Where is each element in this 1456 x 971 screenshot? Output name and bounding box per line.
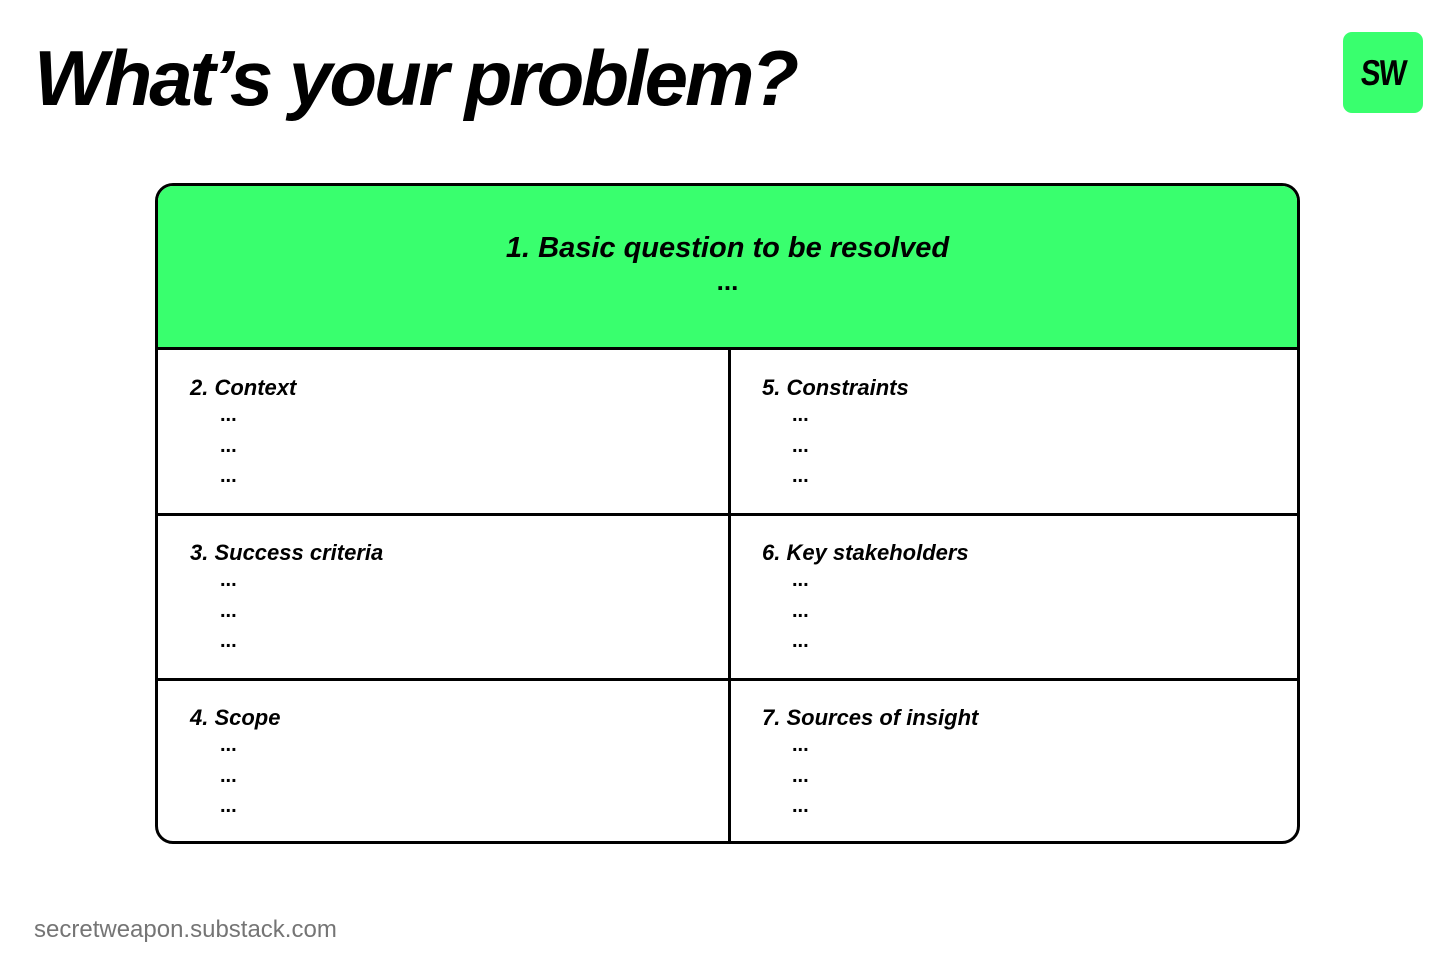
list-item: ... xyxy=(220,404,237,426)
section-title: 6. Key stakeholders xyxy=(762,540,969,565)
list-item: ... xyxy=(220,569,237,591)
section-constraints xyxy=(762,374,1300,534)
list-item: ... xyxy=(220,434,237,457)
list-item: ... xyxy=(220,734,237,756)
list-item: ... xyxy=(220,630,237,652)
page-title: What’s your problem? xyxy=(34,34,796,122)
list-item: ... xyxy=(792,465,809,487)
section-success-criteria xyxy=(190,539,730,699)
logo-text: SW xyxy=(1359,51,1407,93)
section-title: 7. Sources of insight xyxy=(762,705,979,730)
list-item: ... xyxy=(220,795,237,817)
section-title: 3. Success criteria xyxy=(190,540,384,565)
basic-question-title: 1. Basic question to be resolved xyxy=(505,232,950,264)
list-item: ... xyxy=(220,599,237,622)
section-items xyxy=(792,565,809,657)
section-key-stakeholders xyxy=(762,539,1300,699)
basic-question-placeholder: ... xyxy=(716,266,739,296)
list-item: ... xyxy=(792,434,809,457)
section-items xyxy=(220,565,237,657)
section-items xyxy=(220,400,237,492)
list-item: ... xyxy=(792,734,809,756)
list-item: ... xyxy=(792,569,809,591)
secret-weapon-logo xyxy=(1343,32,1423,113)
section-items xyxy=(792,730,809,822)
section-title: 5. Constraints xyxy=(762,375,909,400)
list-item: ... xyxy=(792,795,809,817)
footer-url: secretweapon.substack.com xyxy=(34,916,337,943)
section-items xyxy=(792,400,809,492)
section-sources-of-insight xyxy=(762,704,1300,844)
list-item: ... xyxy=(792,630,809,652)
basic-question-header xyxy=(158,186,1297,350)
section-scope xyxy=(190,704,730,844)
list-item: ... xyxy=(792,404,809,426)
section-title: 4. Scope xyxy=(190,705,281,730)
section-context xyxy=(190,374,730,534)
section-title: 2. Context xyxy=(190,375,297,400)
list-item: ... xyxy=(792,599,809,622)
list-item: ... xyxy=(220,465,237,487)
list-item: ... xyxy=(220,764,237,787)
problem-canvas xyxy=(155,183,1300,844)
section-items xyxy=(220,730,237,822)
list-item: ... xyxy=(792,764,809,787)
